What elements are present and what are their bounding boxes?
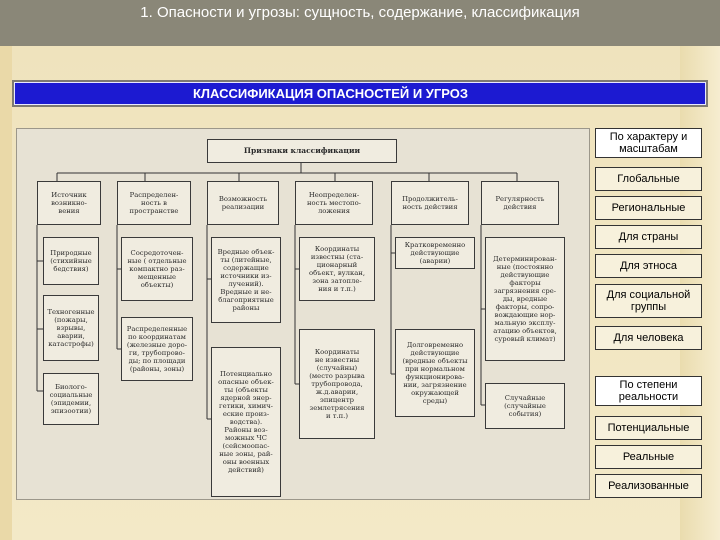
header-distribution: Распределен- ность в пространстве	[117, 181, 191, 225]
classification-banner: КЛАССИФИКАЦИЯ ОПАСНОСТЕЙ И УГРОЗ	[14, 82, 706, 105]
item-social-group: Для социальной группы	[595, 284, 702, 318]
header-duration: Продолжитель- ность действия	[391, 181, 469, 225]
group-character-scale-title: По характеру и масштабам	[595, 128, 702, 158]
node-harmful-objects: Вредные объек- ты (литейные, содержащие источники из- лучений). Вредные и не- благоприятные районы	[211, 237, 281, 323]
item-realized: Реализованные	[595, 474, 702, 498]
node-short-term: Кратковременно действующие (аварии)	[395, 237, 475, 269]
node-technogenic: Техногенные (пожары, взрывы, аварии, катастрофы)	[43, 295, 99, 361]
header-source: Источник возникно- вения	[37, 181, 101, 225]
header-regularity: Регулярность действия	[481, 181, 559, 225]
node-known-coordinates: Координаты известны (ста- ционарный объект, вулкан, зона затопле- ния и т.п.)	[299, 237, 375, 301]
node-distributed: Распределенные по координатам (железные доро- ги, трубопрово- ды; по площади (районы, зоны)	[121, 317, 193, 381]
item-person: Для человека	[595, 326, 702, 350]
item-regional: Региональные	[595, 196, 702, 220]
node-unknown-coordinates: Координаты не известны (случайны) (место разрыва трубопровода, ж.д.аварии, эпицентр землетрясения и т.п.)	[299, 329, 375, 439]
slide-title: 1. Опасности и угрозы: сущность, содержание, классификация	[140, 4, 580, 21]
group-reality-title: По степени реальности	[595, 376, 702, 406]
node-long-term: Долговременно действующие (вредные объекты при нормальном функционирова- нии, загрязнение окружающей среды)	[395, 329, 475, 417]
item-country: Для страны	[595, 225, 702, 249]
node-random: Случайные (случайные события)	[485, 383, 565, 429]
node-concentrated: Сосредоточен- ные ( отдельные компактно раз- мещенные объекты)	[121, 237, 193, 301]
node-natural: Природные (стихийные бедствия)	[43, 237, 99, 285]
node-biosocial: Биолого- социальные (эпидемии, эпизоотии)	[43, 373, 99, 425]
background-left-strip	[0, 46, 12, 540]
item-ethnos: Для этноса	[595, 254, 702, 278]
banner-frame	[12, 80, 708, 107]
classification-diagram	[16, 128, 590, 500]
header-location: Неопределен- ность местопо- ложения	[295, 181, 373, 225]
node-deterministic: Детерминирован- ные (постоянно действующие факторы загрязнения сре- ды, вредные факторы, сопро- вождающие нор- мальную эксплу- атацию объектов, суровый климат)	[485, 237, 565, 361]
header-realization: Возможность реализации	[207, 181, 279, 225]
item-global: Глобальные	[595, 167, 702, 191]
item-potential: Потенциальные	[595, 416, 702, 440]
root-node: Признаки классификации	[207, 139, 397, 163]
node-potentially-dangerous: Потенциально опасные объек- ты (объекты ядерной энер- гетики, химич- еские произ- водства). Районы воз- можных ЧС (сейсмоопас- ные зоны, рай- оны военных действий)	[211, 347, 281, 497]
item-real: Реальные	[595, 445, 702, 469]
